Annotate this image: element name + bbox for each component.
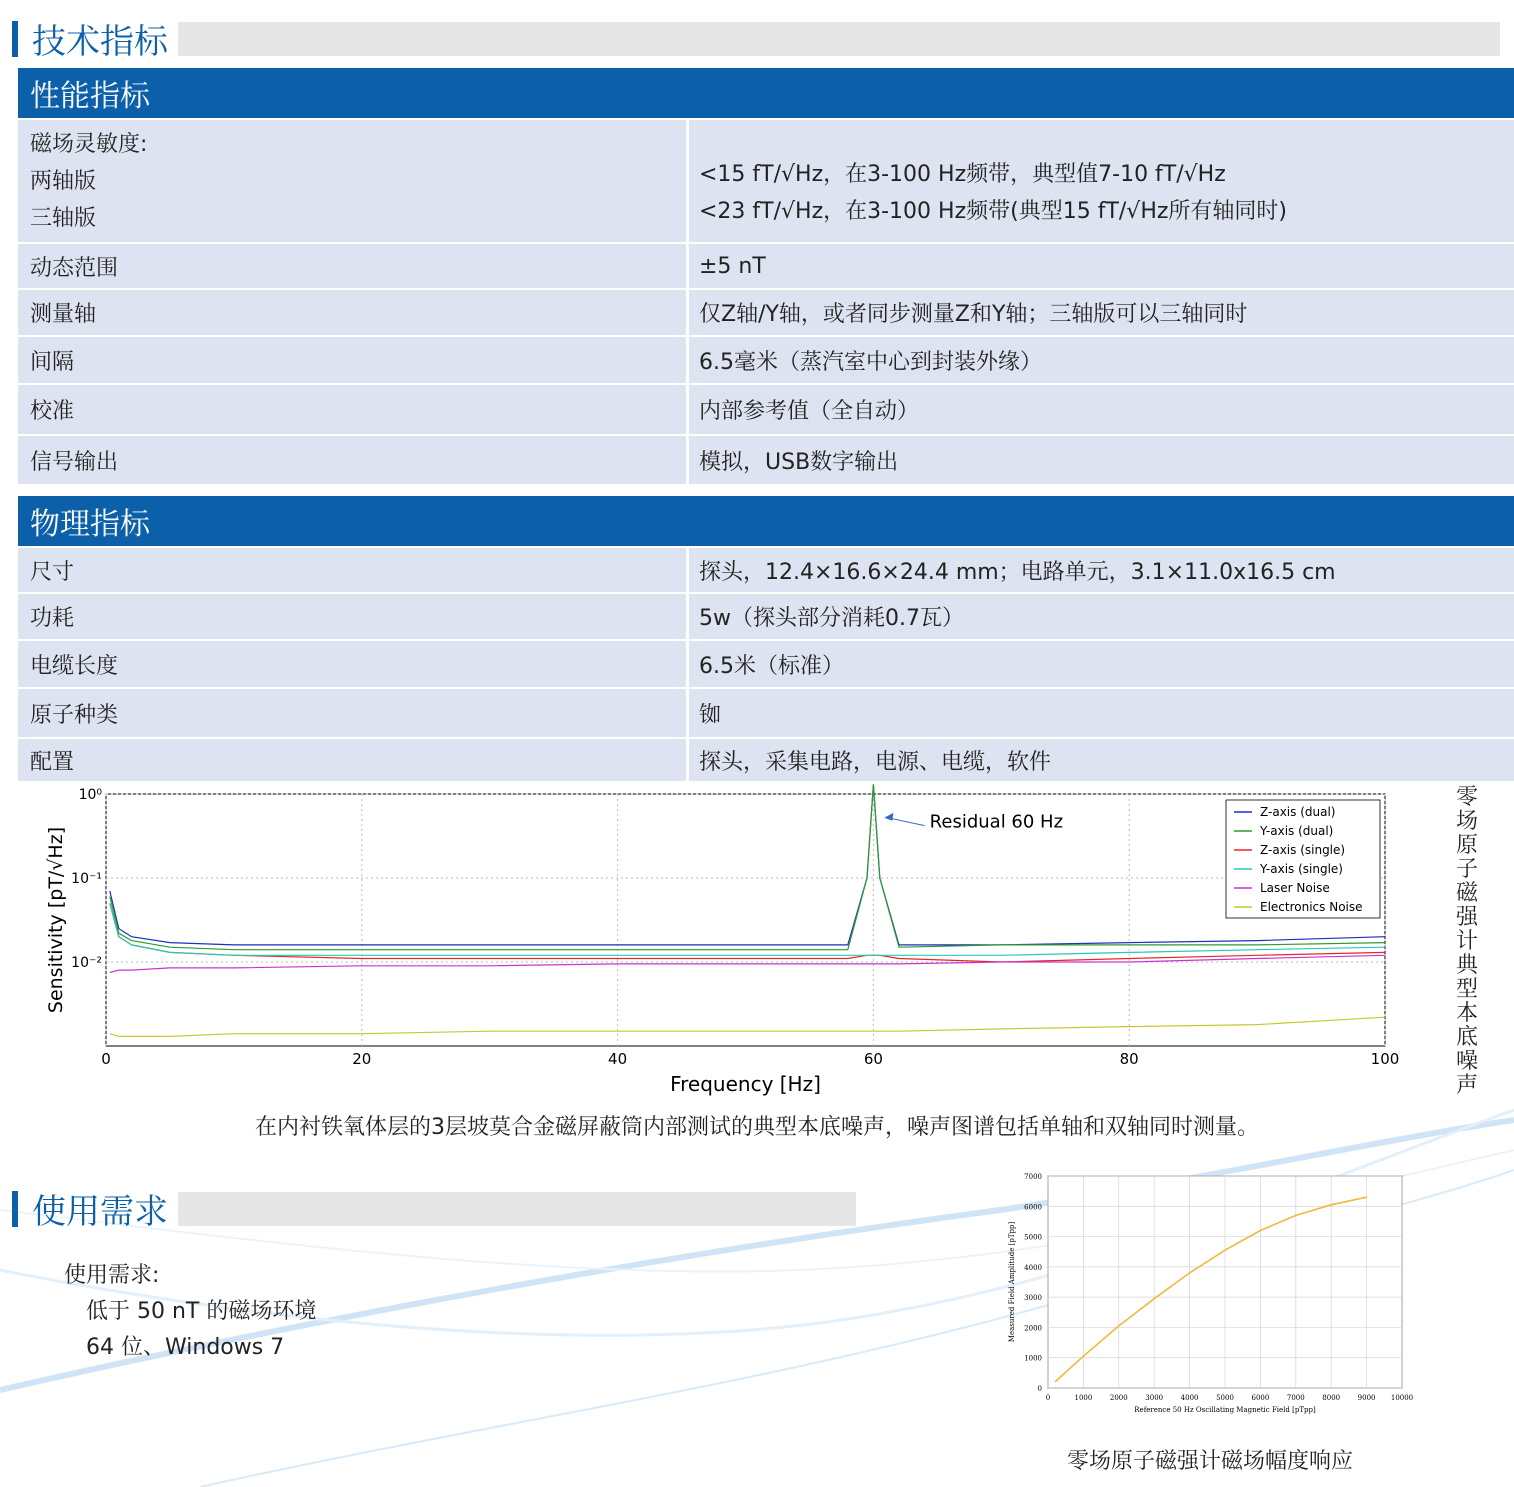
row-label: 尺寸 — [18, 548, 689, 592]
row-value: 模拟，USB数字输出 — [699, 449, 899, 475]
performance-table — [18, 68, 1514, 484]
table-row — [18, 383, 1514, 434]
table-row — [18, 737, 1514, 781]
row-label: 功耗 — [18, 594, 689, 639]
x-tick-label: 6000 — [1251, 1394, 1270, 1402]
row-label: 原子种类 — [18, 689, 689, 737]
x-tick-label: 7000 — [1286, 1394, 1305, 1402]
table-row — [18, 242, 1514, 288]
legend-entry: Z-axis (dual) — [1260, 805, 1336, 819]
row-value — [689, 120, 1514, 242]
legend-entry: Laser Noise — [1260, 881, 1330, 895]
sensitivity-value-dual: <15 fT/√Hz，在3-100 Hz频带，典型值7-10 fT/√Hz — [699, 162, 1226, 187]
legend-entry: Electronics Noise — [1260, 900, 1363, 914]
physical-table-title: 物理指标 — [18, 496, 1514, 546]
x-tick-label: 3000 — [1145, 1394, 1164, 1402]
row-value: 6.5毫米（蒸汽室中心到封装外缘） — [699, 349, 1042, 375]
x-tick-label: 5000 — [1216, 1394, 1234, 1402]
x-tick-label: 80 — [1119, 1050, 1139, 1068]
table-row — [18, 288, 1514, 335]
x-tick-label: 60 — [863, 1050, 883, 1068]
x-tick-label: 100 — [1370, 1050, 1400, 1068]
row-value: 6.5米（标准） — [699, 653, 844, 679]
row-label: 信号输出 — [18, 436, 689, 484]
row-value: 探头，采集电路，电源、电缆，软件 — [699, 749, 1052, 775]
table-row — [18, 639, 1514, 687]
requirements-heading: 使用需求: — [64, 1263, 160, 1288]
response-chart-caption: 零场原子磁强计磁场幅度响应 — [1066, 1449, 1353, 1474]
table-row — [18, 592, 1514, 639]
row-label: 校准 — [18, 385, 689, 434]
table-row — [18, 546, 1514, 592]
plot-area — [106, 794, 1385, 1046]
x-tick-label: 4000 — [1180, 1394, 1199, 1402]
x-tick-label: 10000 — [1390, 1394, 1414, 1402]
y-tick-label: 0 — [1037, 1385, 1042, 1393]
section-title-usage: 使用需求 — [32, 1192, 168, 1232]
y-tick-label: 4000 — [1024, 1263, 1042, 1272]
row-value: ±5 nT — [699, 253, 766, 279]
x-axis-label: Reference 50 Hz Oscillating Magnetic Field [pTpp] — [1134, 1406, 1316, 1414]
row-value: 仅Z轴/Y轴，或者同步测量Z和Y轴；三轴版可以三轴同时 — [699, 302, 1248, 327]
sensitivity-value-triple: <23 fT/√Hz，在3-100 Hz频带(典型15 fT/√Hz所有轴同时) — [699, 199, 1287, 224]
table-row — [18, 434, 1514, 484]
chart-legend — [1226, 800, 1380, 918]
section-title-tech: 技术指标 — [32, 22, 168, 62]
legend-entry: Y-axis (single) — [1260, 862, 1343, 876]
requirements-list — [64, 1258, 316, 1366]
table-row — [18, 335, 1514, 383]
annotation-label: Residual 60 Hz — [929, 811, 1064, 833]
legend-entry: Y-axis (dual) — [1260, 824, 1334, 838]
list-item: 低于 50 nT 的磁场环境 — [86, 1299, 317, 1324]
y-tick-label: 2000 — [1024, 1324, 1042, 1333]
y-tick-label: 5000 — [1024, 1233, 1042, 1242]
x-tick-label: 1000 — [1074, 1394, 1093, 1402]
section-rule — [178, 22, 1500, 56]
noise-spectrum-chart — [34, 782, 1434, 1100]
row-label: 间隔 — [18, 337, 689, 383]
legend-entry: Z-axis (single) — [1260, 843, 1346, 857]
sensitivity-label-dual: 两轴版 — [30, 168, 97, 194]
y-tick-label: 10⁰ — [78, 787, 102, 803]
x-axis-label: Frequency [Hz] — [670, 1072, 821, 1096]
row-value: 5w（探头部分消耗0.7瓦） — [699, 606, 964, 631]
physical-table — [18, 496, 1514, 781]
x-tick-label: 0 — [1045, 1394, 1051, 1402]
tech-section-header — [12, 14, 1500, 63]
x-tick-label: 2000 — [1109, 1394, 1128, 1402]
row-label: 配置 — [18, 739, 689, 781]
performance-table-title: 性能指标 — [18, 68, 1514, 118]
section-rule — [178, 1192, 856, 1226]
x-tick-label: 9000 — [1357, 1394, 1376, 1402]
row-label: 动态范围 — [18, 244, 689, 288]
y-tick-label: 10⁻² — [71, 955, 102, 971]
row-label: 测量轴 — [18, 290, 689, 335]
x-tick-label: 8000 — [1322, 1394, 1341, 1402]
table-row — [18, 118, 1514, 242]
table-row — [18, 687, 1514, 737]
section-marker — [12, 21, 18, 57]
noise-chart-caption: 在内衬铁氧体层的3层坡莫合金磁屏蔽筒内部测试的典型本底噪声，噪声图谱包括单轴和双轴同时测量。 — [254, 1115, 1259, 1140]
y-tick-label: 3000 — [1024, 1294, 1042, 1303]
y-tick-label: 6000 — [1024, 1203, 1042, 1212]
field-response-chart — [1000, 1168, 1420, 1418]
y-tick-label: 1000 — [1024, 1354, 1042, 1363]
y-axis-label: Measured Field Amplitude [pTpp] — [1008, 1221, 1016, 1343]
row-value: 铷 — [699, 702, 722, 728]
y-axis-label: Sensitivity [pT/√Hz] — [45, 826, 67, 1014]
row-value: 内部参考值（全自动） — [699, 399, 920, 424]
list-item: 64 位、Windows 7 — [86, 1335, 285, 1360]
y-tick-label: 10⁻¹ — [71, 871, 102, 887]
usage-section-header — [12, 1184, 856, 1233]
x-tick-label: 20 — [352, 1050, 372, 1068]
row-label: 电缆长度 — [18, 641, 689, 687]
row-label — [18, 120, 689, 242]
sensitivity-label-triple: 三轴版 — [30, 205, 97, 231]
noise-chart-side-caption: 零场原子磁强计典型本底噪声 — [1455, 785, 1478, 1098]
y-tick-label: 7000 — [1024, 1173, 1042, 1181]
row-value: 探头，12.4×16.6×24.4 mm；电路单元，3.1×11.0x16.5 cm — [699, 559, 1336, 585]
x-tick-label: 0 — [101, 1050, 111, 1068]
sensitivity-label: 磁场灵敏度: — [30, 131, 148, 157]
x-tick-label: 40 — [608, 1050, 628, 1068]
section-marker — [12, 1191, 18, 1227]
